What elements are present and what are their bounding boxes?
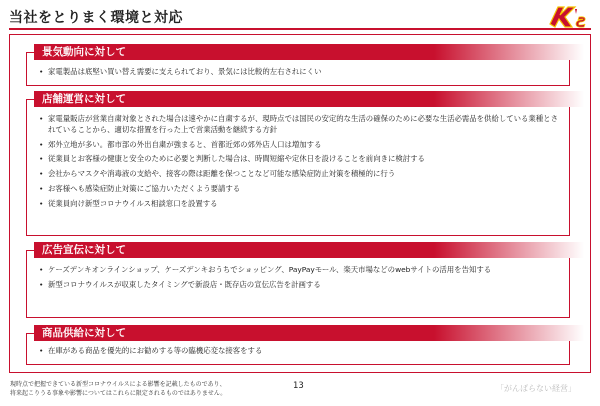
footer-disclaimer: [10, 381, 226, 398]
bullet-item: • ケーズデンキオンラインショップ、ケーズデンキおうちでショッピング、PayPayモール、楽天市場などのwebサイトの活用を告知する: [39, 265, 492, 274]
section-header-advertising: 広告宣伝に対して: [34, 242, 434, 258]
section-advertising: [26, 250, 570, 318]
section-header-product-supply: 商品供給に対して: [34, 325, 434, 341]
bullet-item: • 在庫がある商品を優先的にお勧めする等の臨機応変な接客をする: [39, 346, 263, 355]
footer-disclaimer-line: 現時点で把握できている新型コロナウイルスによる影響を記載したものであり、: [10, 381, 226, 388]
section-store-operations: [26, 99, 570, 236]
bullet-item: • 郊外立地が多い。都市部の外出自粛が強まると、首都近郊の郊外店人口は増加する: [39, 139, 322, 149]
company-logo: [548, 4, 588, 30]
page-title: 当社をとりまく環境と対応: [9, 10, 183, 26]
footer-slogan: 「がんばらない経営」: [496, 384, 576, 393]
bullet-item: • 新型コロナウイルスが収束したタイミングで新設店・既存店の宣伝広告を計画する: [39, 279, 321, 289]
section-header-economy: 景気動向に対して: [34, 44, 434, 60]
title-rule: [9, 28, 591, 30]
bullet-list: [27, 100, 569, 210]
section-header-store-operations: 店舗運営に対して: [34, 91, 434, 107]
bullet-item: • お客様へも感染症防止対策にご協力いただくよう要請する: [39, 183, 241, 193]
bullet-item: • 家電製品は底堅い買い替え需要に支えられており、景気には比較的左右されにくい: [39, 67, 322, 76]
page-number: 13: [293, 381, 304, 391]
bullet-item: • 従業員とお客様の健康と安全のために必要と判断した場合は、時間短縮や定休日を設けることを前向きに検討する: [39, 154, 425, 164]
bullet-item: • 従業員向け新型コロナウイルス相談窓口を設置する: [39, 198, 218, 208]
bullet-item: • 会社からマスクや消毒液の支給や、接客の際は距離を保つことなど可能な感染症防止対策を積極的に行う: [39, 169, 396, 179]
footer-disclaimer-line: 将来起こりうる事象や影響についてはこれらに限定されるものではありません。: [10, 389, 227, 397]
bullet-item: • 家電量販店が営業自粛対象とされた場合は速やかに自粛するが、現時点では国民の安定的な生活の確保のために必要な生活必需品を供給している業種とされていることから、適切な措置を行った上で営業活動を継続する方針: [39, 114, 558, 134]
